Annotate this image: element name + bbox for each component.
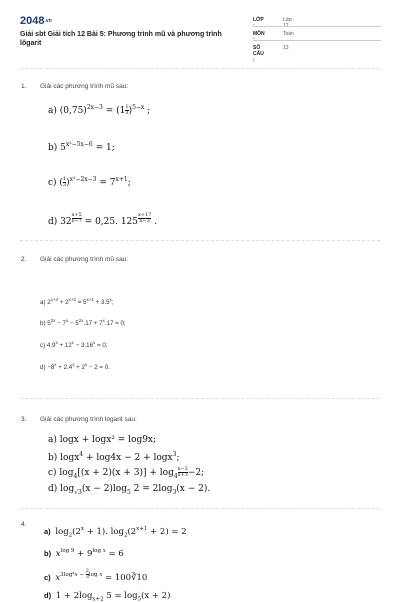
meta-count-label: SỐ CÂU : [253,45,264,63]
equation-4d: d) $1 + 2\log_{x+2}$ $5 = \log_5(x + 2)$ [44,591,171,603]
equation-4a: a) $\log_2(2^x + 1)$. $\log_2(2^{x+1} + 2) = 2$ [44,526,187,539]
item-label: a) [48,435,57,445]
equation-3b: b) logx$^4$ + log4x − 2 + logx$^3$; [48,451,180,463]
question-intro: Giải các phương trình logarit sau: [40,416,137,423]
question-intro: Giải các phương trình mũ sau: [40,83,129,90]
item-label: b) [48,143,58,153]
question-number: 1. [21,83,27,90]
equation-3d: d) $\log_{√3}(x - 2)\log_5$ $2 = 2\log_3(x - 2)$. [48,484,211,496]
item-label: c) [48,468,57,478]
divider [253,26,381,27]
equation-3a: a) logx + logx² = log9x; [48,435,157,445]
meta-subject-label: MÔN : [253,31,265,43]
question-number: 4. [21,521,27,528]
logo-suffix: .vn [44,18,52,25]
equation-2a: a) $2^{x+4} + 2^{x+2} = 5^{x+1} + 3.5^x$; [40,297,114,307]
item-label: b) [44,548,52,558]
meta-subject-value: Toán [283,31,294,37]
site-logo[interactable] [20,15,52,27]
equation-2d: $d) -8^x + 2.4^x + 2^x - 2 = 0$. [40,362,110,372]
item-label: b) [40,320,46,328]
equation-1d: d) 32 $^{\frac{x+5}{x-7}}$ = 0,25. 125 $^{\frac{x+17}{x-3}}$ . [48,212,158,227]
page-title: Giải sbt Giải tích 12 Bài 5: Phương trình mũ và phương trình lôgarit [20,31,222,47]
meta-count-value: 13 [283,45,289,51]
equation-1c: c) ( $\frac{1}{3}$ )$^{x^2-2x-3} = 7^{x+1}$; [48,176,131,188]
equation-3c: c) $\log_4[(x + 2)(x + 3)] + \log_4$ $\frac{x-2}{x+3}$ −2; [48,466,205,480]
item-label: d) [48,217,58,227]
item-label: a) [44,526,51,536]
question-intro: Giải các phương trình mũ sau: [40,256,129,263]
item-label: c) [44,572,51,582]
meta-class-label: LỚP : [253,17,264,29]
divider [253,40,381,41]
question-number: 2. [21,256,27,263]
item-label: d) [40,364,46,372]
item-label: c) [48,178,57,188]
item-label: c) [40,342,46,350]
divider [20,68,380,69]
item-label: d) [44,591,52,600]
question-number: 3. [21,416,27,423]
item-label: d) [48,484,58,494]
equation-1a: a) $(0,75)^{2x-3} = (1$ $\frac{1}{3}$ )$^{5-x}$ ; [48,104,151,116]
equation-2c: c) $4.9^x + 12^x - 3.16^x = 0$; [40,340,108,350]
divider [20,508,380,509]
meta-class-value: Lớp 12 [283,17,292,29]
equation-1b: b) $5^{x^2-5x-6} = 1$; [48,141,115,153]
logo-text: 2048 [20,15,45,27]
divider [20,240,380,241]
divider [20,398,380,399]
equation-4c: c) $x^{3log^3x - \frac{2}{3} log x}$ = 100∛10 [44,568,148,583]
item-label: b) [48,453,58,463]
item-label: a) [48,106,57,116]
item-label: a) [40,299,46,307]
equation-2b: b) $5^{2x} - 7^x - 5^{2x}.17 + 7^x.17 = 0$; [40,318,126,328]
equation-4b: b) $x^{log 9} + 9^{log x} = 6$ [44,548,124,559]
page-header [0,0,400,62]
